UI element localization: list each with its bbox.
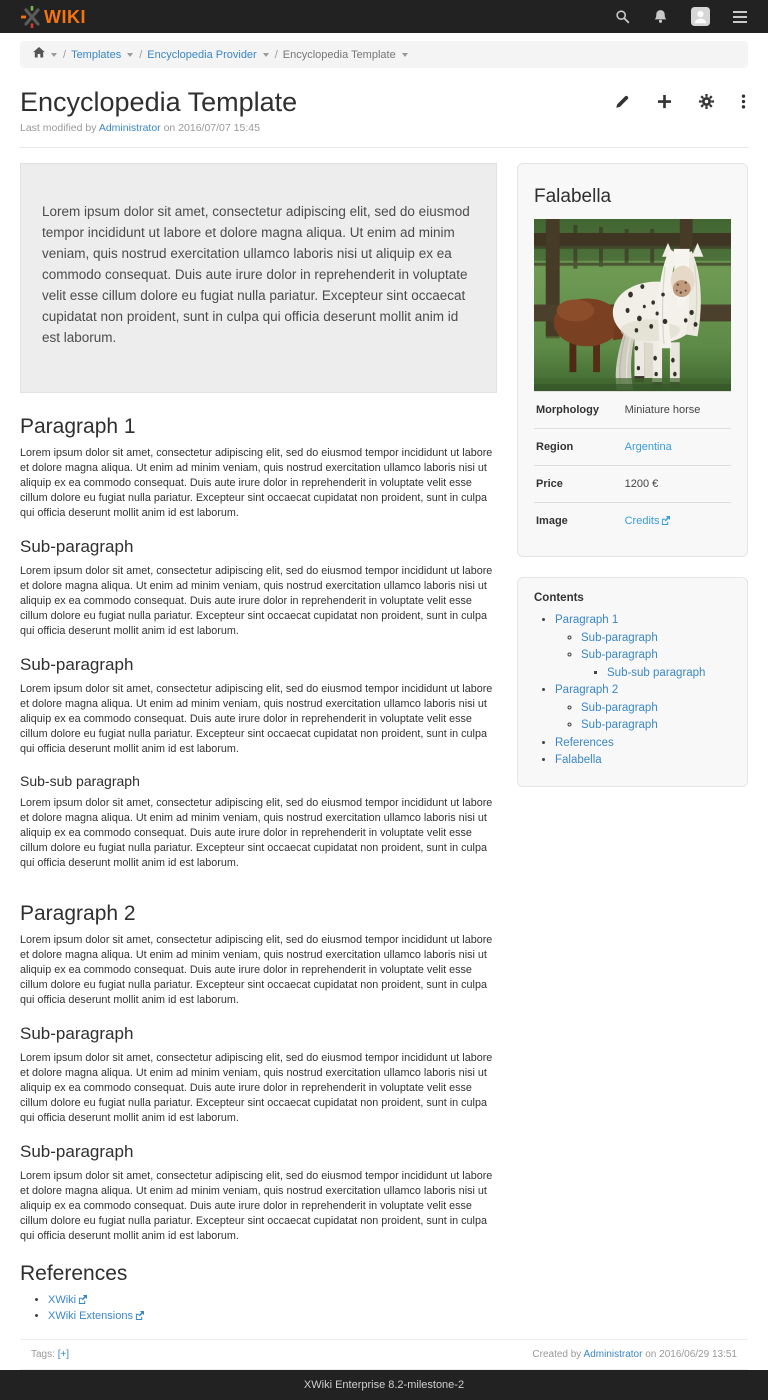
content-layout: [0, 148, 768, 1325]
section-heading-sub-paragraph: Sub-paragraph: [20, 655, 134, 674]
toc-link-sub-paragraph[interactable]: Sub-paragraph: [581, 631, 658, 644]
section-heading-paragraph-2: Paragraph 2: [20, 902, 136, 925]
chevron-down-icon[interactable]: [127, 53, 133, 57]
section-heading-sub-paragraph: Sub-paragraph: [20, 537, 134, 556]
list-item: [48, 1293, 497, 1309]
list-item: [555, 735, 731, 753]
list-item: [581, 630, 731, 648]
kebab-menu-icon[interactable]: [741, 94, 746, 114]
section-body: Lorem ipsum dolor sit amet, consectetur adipiscing elit, sed do eiusmod tempor incididunt ut labore et dolore magna aliqua. Ut enim ad minim veniam, quis nostrud exercitation ullamco laboris nisi ut aliquip ex ea commodo consequat. Duis aute irure dolor in reprehenderit in voluptate velit esse cillum dolore eu fugiat nulla pariatur. Excepteur sint occaecat cupidatat non proident, sunt in culpa qui officia deserunt mollit anim id est laborum.: [20, 1170, 493, 1242]
main-column: [20, 163, 497, 1325]
infobox-title: Falabella: [534, 186, 612, 207]
external-link-icon: [661, 516, 670, 528]
external-link-icon: [78, 1294, 87, 1309]
region-link[interactable]: Argentina: [624, 441, 672, 453]
navbar-icon-group: [615, 7, 747, 26]
menu-icon[interactable]: [733, 11, 747, 23]
reference-link-xwiki-extensions[interactable]: XWiki Extensions: [48, 1310, 133, 1322]
breadcrumb-separator: /: [63, 48, 67, 61]
toc-list: [555, 612, 731, 770]
bell-icon[interactable]: [653, 9, 668, 24]
breadcrumb-current-page: Encyclopedia Template: [282, 48, 396, 61]
toc-link-sub-paragraph[interactable]: Sub-paragraph: [581, 719, 658, 731]
section-body: Lorem ipsum dolor sit amet, consectetur adipiscing elit, sed do eiusmod tempor incididunt ut labore et dolore magna aliqua. Ut enim ad minim veniam, quis nostrud exercitation ullamco laboris nisi ut aliquip ex ea commodo consequat. Duis aute irure dolor in reprehenderit in voluptate velit esse cillum dolore eu fugiat nulla pariatur. Excepteur sint occaecat cupidatat non proident, sunt in culpa qui officia deserunt mollit anim id est laborum.: [20, 934, 493, 1006]
toc-link-sub-sub-paragraph[interactable]: Sub-sub paragraph: [607, 666, 706, 679]
list-item: [48, 1309, 497, 1325]
xwiki-logo[interactable]: [21, 6, 86, 28]
abstract-text: Lorem ipsum dolor sit amet, consectetur adipiscing elit, sed do eiusmod tempor incididunt ut labore et dolore magna aliqua. Ut enim ad minim veniam, quis nostrud exercitation ullamco laboris nisi ut aliquip ex ea commodo consequat. Duis aute irure dolor in reprehenderit in voluptate velit esse cillum dolore eu fugiat nulla pariatur. Excepteur sint occaecat cupidatat non proident, sunt in culpa qui officia deserunt mollit anim id est laborum.: [42, 204, 470, 345]
section-body: Lorem ipsum dolor sit amet, consectetur adipiscing elit, sed do eiusmod tempor incididunt ut labore et dolore magna aliqua. Ut enim ad minim veniam, quis nostrud exercitation ullamco laboris nisi ut aliquip ex ea commodo consequat. Duis aute irure dolor in reprehenderit in voluptate velit esse cillum dolore eu fugiat nulla pariatur. Excepteur sint occaecat cupidatat non proident, sunt in culpa qui officia deserunt mollit anim id est laborum.: [20, 797, 493, 869]
section-body: Lorem ipsum dolor sit amet, consectetur adipiscing elit, sed do eiusmod tempor incididunt ut labore et dolore magna aliqua. Ut enim ad minim veniam, quis nostrud exercitation ullamco laboris nisi ut aliquip ex ea commodo consequat. Duis aute irure dolor in reprehenderit in voluptate velit esse cillum dolore eu fugiat nulla pariatur. Excepteur sint occaecat cupidatat non proident, sunt in culpa qui officia deserunt mollit anim id est laborum.: [20, 565, 493, 637]
modified-prefix: Last modified by: [20, 122, 97, 134]
toc-link-paragraph-1[interactable]: Paragraph 1: [555, 614, 619, 626]
created-user-link[interactable]: Administrator: [583, 1349, 643, 1360]
breadcrumb-separator: /: [139, 48, 143, 61]
abstract-box: [20, 163, 497, 393]
falabella-horse-image: [534, 219, 731, 391]
infobox-label-price: Price: [536, 478, 563, 490]
tags-label: Tags:: [31, 1349, 55, 1360]
list-item: [555, 612, 731, 682]
modified-user-link[interactable]: Administrator: [98, 122, 161, 134]
section-heading-sub-sub-paragraph: Sub-sub paragraph: [20, 773, 140, 789]
breadcrumb: [20, 41, 748, 68]
modified-rest: on 2016/07/07 15:45: [163, 122, 260, 134]
chevron-down-icon[interactable]: [51, 53, 57, 57]
table-row: [534, 503, 731, 541]
references-list: [48, 1293, 497, 1325]
section-body: Lorem ipsum dolor sit amet, consectetur adipiscing elit, sed do eiusmod tempor incididunt ut labore et dolore magna aliqua. Ut enim ad minim veniam, quis nostrud exercitation ullamco laboris nisi ut aliquip ex ea commodo consequat. Duis aute irure dolor in reprehenderit in voluptate velit esse cillum dolore eu fugiat nulla pariatur. Excepteur sint occaecat cupidatat non proident, sunt in culpa qui officia deserunt mollit anim id est laborum.: [20, 683, 493, 755]
toc-link-sub-paragraph[interactable]: Sub-paragraph: [581, 649, 658, 661]
version-bar: [0, 1370, 768, 1400]
toc-link-sub-paragraph[interactable]: Sub-paragraph: [581, 701, 658, 714]
add-tag-button[interactable]: [+]: [57, 1349, 70, 1360]
infobox-value-region: [625, 429, 731, 466]
contents-panel: [517, 577, 748, 787]
table-row: [534, 429, 731, 466]
section-heading-sub-paragraph: Sub-paragraph: [20, 1142, 134, 1161]
breadcrumb-separator: /: [274, 48, 278, 61]
section-heading-sub-paragraph: Sub-paragraph: [20, 1024, 134, 1043]
list-item: [555, 682, 731, 735]
toc-link-references[interactable]: References: [555, 736, 614, 749]
list-item: [607, 665, 731, 683]
breadcrumb-link-templates[interactable]: Templates: [71, 48, 122, 61]
home-icon[interactable]: [33, 47, 45, 62]
infobox-table: [534, 391, 731, 540]
title-row: [0, 74, 768, 117]
list-item: [581, 647, 731, 682]
page-actions: [615, 87, 746, 114]
contents-title: Contents: [534, 592, 584, 604]
chevron-down-icon[interactable]: [402, 53, 408, 57]
page-title: Encyclopedia Template: [20, 87, 298, 117]
infobox-panel: [517, 163, 748, 557]
plus-icon[interactable]: [657, 94, 672, 114]
infobox-value-price: 1200 €: [624, 478, 659, 490]
created-line: [532, 1349, 737, 1360]
breadcrumb-link-encyclopedia-provider[interactable]: Encyclopedia Provider: [147, 48, 257, 61]
toc-link-falabella[interactable]: Falabella: [555, 754, 602, 766]
tags-area: [31, 1349, 69, 1360]
gear-icon[interactable]: [699, 94, 714, 114]
xwiki-logo-text: WIKI: [44, 6, 86, 27]
toc-link-paragraph-2[interactable]: Paragraph 2: [555, 684, 619, 696]
section-body: Lorem ipsum dolor sit amet, consectetur adipiscing elit, sed do eiusmod tempor incididunt ut labore et dolore magna aliqua. Ut enim ad minim veniam, quis nostrud exercitation ullamco laboris nisi ut aliquip ex ea commodo consequat. Duis aute irure dolor in reprehenderit in voluptate velit esse cillum dolore eu fugiat nulla pariatur. Excepteur sint occaecat cupidatat non proident, sunt in culpa qui officia deserunt mollit anim id est laborum.: [20, 447, 493, 519]
table-row: [534, 466, 731, 503]
created-prefix: Created by: [532, 1349, 582, 1360]
infobox-label-region: Region: [536, 441, 574, 453]
section-heading-paragraph-1: Paragraph 1: [20, 415, 136, 438]
pencil-icon[interactable]: [615, 94, 630, 114]
infobox-value-image: [625, 503, 731, 541]
search-icon[interactable]: [615, 9, 630, 24]
created-rest: on 2016/06/29 13:51: [645, 1349, 737, 1360]
list-item: [581, 717, 731, 735]
credits-link[interactable]: Credits: [624, 515, 660, 527]
infobox-label-image: Image: [536, 515, 568, 527]
infobox-label-morphology: Morphology: [536, 404, 599, 416]
version-text: XWiki Enterprise 8.2-milestone-2: [303, 1379, 465, 1391]
external-link-icon: [135, 1310, 144, 1325]
user-avatar[interactable]: [691, 7, 710, 26]
list-item: [581, 700, 731, 718]
chevron-down-icon[interactable]: [263, 53, 269, 57]
reference-link-xwiki[interactable]: XWiki: [48, 1294, 77, 1306]
infobox-value-morphology: Miniature horse: [624, 404, 701, 416]
table-row: [534, 392, 731, 429]
side-column: [517, 163, 748, 787]
top-navbar: [0, 0, 768, 33]
document-footer: [20, 1339, 748, 1370]
xwiki-logo-x-icon: [21, 6, 43, 28]
last-modified-line: [0, 117, 768, 134]
section-body: Lorem ipsum dolor sit amet, consectetur adipiscing elit, sed do eiusmod tempor incididunt ut labore et dolore magna aliqua. Ut enim ad minim veniam, quis nostrud exercitation ullamco laboris nisi ut aliquip ex ea commodo consequat. Duis aute irure dolor in reprehenderit in voluptate velit esse cillum dolore eu fugiat nulla pariatur. Excepteur sint occaecat cupidatat non proident, sunt in culpa qui officia deserunt mollit anim id est laborum.: [20, 1052, 493, 1124]
list-item: [555, 752, 731, 770]
section-heading-references: References: [20, 1262, 128, 1285]
